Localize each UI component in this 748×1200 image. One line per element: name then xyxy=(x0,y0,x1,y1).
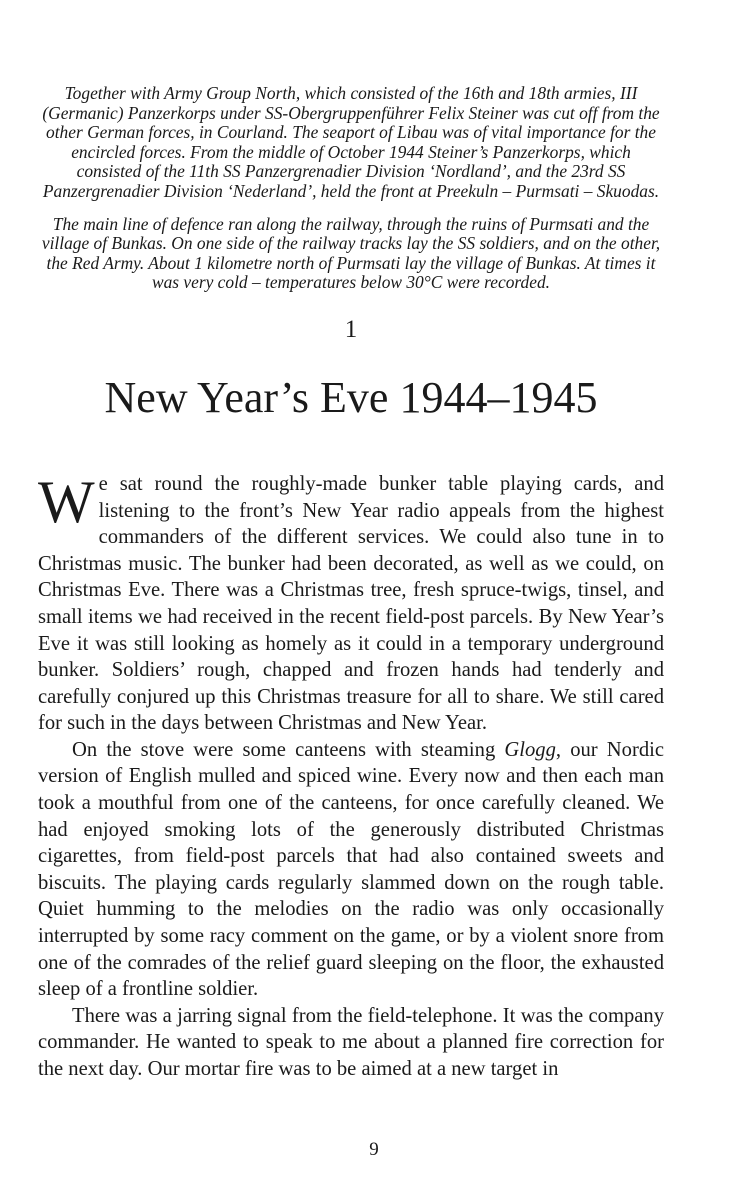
page-number: 9 xyxy=(369,1139,379,1160)
chapter-number: 1 xyxy=(344,315,358,343)
body-paragraph: There was a jarring signal from the field-telephone. It was the company commander. He wanted to speak to me about a planned fire correction for the next day. Our mortar fire was to be aimed at a new target in xyxy=(38,1004,664,1080)
body-text xyxy=(38,468,664,1083)
italic-term: Glogg xyxy=(504,738,556,761)
body-paragraph-text: e sat round the roughly-made bunker table playing cards, and listening to the front’s New Year radio appeals from the highest commanders of the different services. We could also tune in to Christmas music. The bunker had been decorated, as well as we could, on Christmas Eve. There was a Christmas tree, fresh spruce-twigs, tinsel, and small items we had received in the recent field-post parcels. By New Year’s Eve it was still looking as homely as it could in a temporary underground bunker. Soldiers’ rough, chapped and frozen hands had tenderly and carefully conjured up this Christmas treasure for all to share. We still cared for such in the days between Christmas and New Year. xyxy=(38,472,664,735)
epigraph-paragraph: Together with Army Group North, which consisted of the 16th and 18th armies, III (Germanic) Panzerkorps under SS-Obergruppenführer Felix Steiner was cut off from the other German forces, in Courland. The seaport of Libau was of vital importance for the encircled forces. From the middle of October 1944 Steiner’s Panzerkorps, which consisted of the 11th SS Panzergrenadier Division ‘Nordland’, and the 23rd SS Panzergrenadier Division ‘Nederland’, held the front at Preekuln – Purmsati – Skuodas. xyxy=(42,83,660,201)
body-paragraph-text: , our Nordic version of English mulled and spiced wine. Every now and then each man took a mouthful from one of the canteens, for once carefully cleaned. We had enjoyed smoking lots of the generously distributed Christmas cigarettes, from field-post parcels that had also contained sweets and biscuits. The playing cards regularly slammed down on the rough table. Quiet humming to the melodies on the radio was only occasionally interrupted by some racy comment on the game, or by a violent snore from one of the comrades of the relief guard sleeping on the floor, the exhausted sleep of a frontline soldier. xyxy=(38,738,664,1001)
body-paragraph xyxy=(38,737,664,1003)
chapter-title: New Year’s Eve 1944–1945 xyxy=(104,372,598,422)
body-paragraph-text: On the stove were some canteens with steaming xyxy=(72,738,505,761)
drop-cap: W xyxy=(38,468,95,535)
body-paragraph xyxy=(38,468,664,737)
book-page xyxy=(38,84,664,1083)
epigraph-paragraph: The main line of defence ran along the railway, through the ruins of Purmsati and the village of Bunkas. On one side of the railway tracks lay the SS soldiers, and on the other, the Red Army. About 1 kilometre north of Purmsati lay the village of Bunkas. At times it was very cold – temperatures below 30°C were recorded. xyxy=(41,213,661,293)
